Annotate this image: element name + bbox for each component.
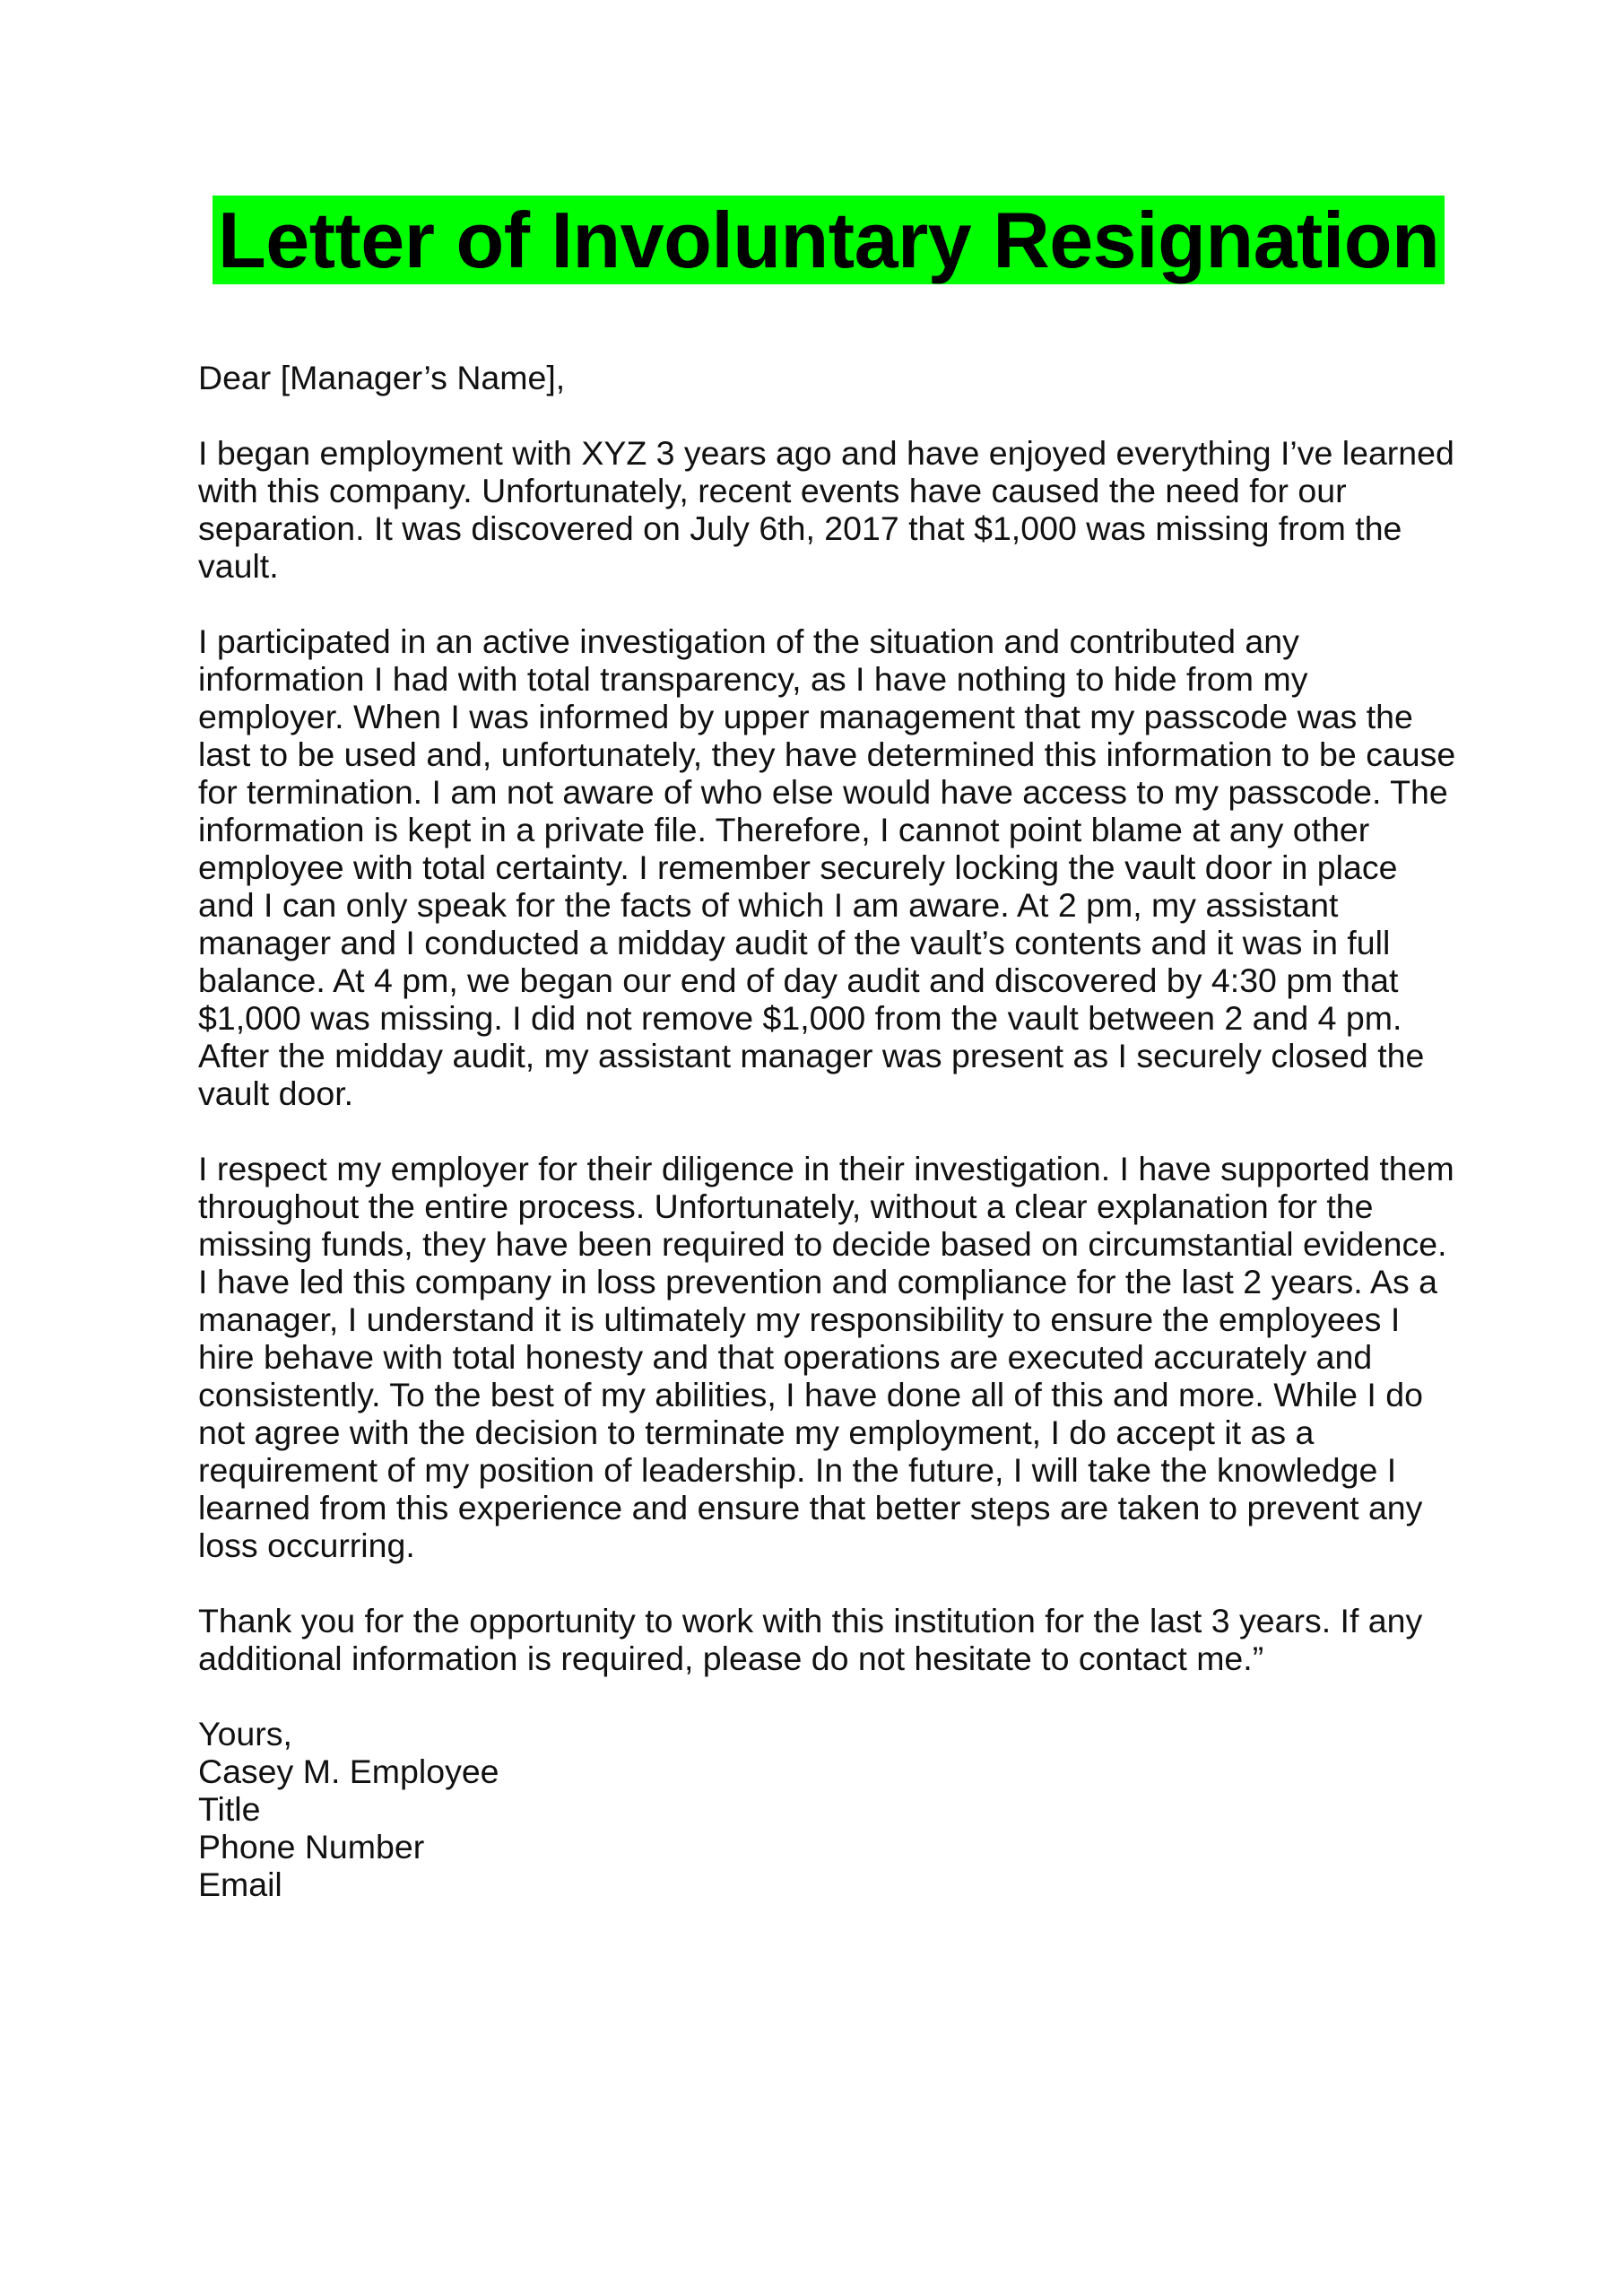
spacer xyxy=(198,1677,1471,1715)
paragraph-line: information I had with total transparency, as I have nothing to hide from my xyxy=(198,660,1308,698)
signature-block xyxy=(198,1715,1471,1903)
paragraph-line: $1,000 was missing. I did not remove $1,000 from the vault between 2 and 4 pm. xyxy=(198,999,1402,1037)
paragraph-line: hire behave with total honesty and that operations are executed accurately and xyxy=(198,1338,1373,1376)
salutation: Dear [Manager’s Name], xyxy=(198,359,566,396)
paragraph-line: last to be used and, unfortunately, they have determined this information to be cause xyxy=(198,735,1456,773)
paragraph-line: and I can only speak for the facts of which I am aware. At 2 pm, my assistant xyxy=(198,886,1339,924)
signer-email: Email xyxy=(198,1866,282,1903)
signer-title: Title xyxy=(198,1790,261,1828)
paragraph-line: for termination. I am not aware of who else would have access to my passcode. The xyxy=(198,773,1448,811)
paragraph-line: manager, I understand it is ultimately my responsibility to ensure the employees I xyxy=(198,1300,1401,1338)
paragraph-line: vault door. xyxy=(198,1074,354,1112)
closing: Yours, xyxy=(198,1715,292,1752)
paragraph-line: manager and I conducted a midday audit of the vault’s contents and it was in full xyxy=(198,924,1391,961)
paragraph-line: with this company. Unfortunately, recent events have caused the need for our xyxy=(198,472,1347,509)
paragraph-line: employee with total certainty. I remember securely locking the vault door in place xyxy=(198,848,1398,886)
paragraph-line: learned from this experience and ensure that better steps are taken to prevent any xyxy=(198,1489,1423,1526)
signer-phone: Phone Number xyxy=(198,1828,425,1866)
spacer xyxy=(198,1112,1471,1150)
paragraph-2 xyxy=(198,622,1471,1112)
paragraph-line: Thank you for the opportunity to work with this institution for the last 3 years. If any xyxy=(198,1602,1423,1639)
paragraph-line: consistently. To the best of my abilities, I have done all of this and more. While I do xyxy=(198,1376,1423,1413)
paragraph-line: I began employment with XYZ 3 years ago and have enjoyed everything I’ve learned xyxy=(198,434,1454,472)
paragraph-line: missing funds, they have been required to decide based on circumstantial evidence. xyxy=(198,1225,1447,1263)
paragraph-line: I have led this company in loss prevention and compliance for the last 2 years. As a xyxy=(198,1263,1438,1300)
paragraph-line: employer. When I was informed by upper management that my passcode was the xyxy=(198,698,1413,735)
paragraph-line: not agree with the decision to terminate my employment, I do accept it as a xyxy=(198,1413,1315,1451)
paragraph-line: I respect my employer for their diligence in their investigation. I have supported them xyxy=(198,1150,1454,1187)
paragraph-line: throughout the entire process. Unfortunately, without a clear explanation for the xyxy=(198,1187,1374,1225)
spacer xyxy=(198,396,1471,434)
paragraph-line: requirement of my position of leadership. In the future, I will take the knowledge I xyxy=(198,1451,1397,1489)
paragraph-line: information is kept in a private file. Therefore, I cannot point blame at any other xyxy=(198,811,1370,848)
paragraph-3 xyxy=(198,1150,1471,1564)
signer-name: Casey M. Employee xyxy=(198,1752,499,1790)
paragraph-line: loss occurring. xyxy=(198,1526,415,1564)
paragraph-line: separation. It was discovered on July 6th, 2017 that $1,000 was missing from the xyxy=(198,509,1402,547)
spacer xyxy=(198,1564,1471,1602)
document-title: Letter of Involuntary Resignation xyxy=(218,196,1440,284)
paragraph-line: I participated in an active investigation of the situation and contributed any xyxy=(198,622,1299,660)
paragraph-line: balance. At 4 pm, we began our end of day audit and discovered by 4:30 pm that xyxy=(198,961,1399,999)
paragraph-line: additional information is required, please do not hesitate to contact me.” xyxy=(198,1639,1264,1677)
letter-body xyxy=(198,359,1471,1903)
paragraph-4 xyxy=(198,1602,1471,1677)
paragraph-line: vault. xyxy=(198,547,279,585)
title-highlight xyxy=(213,196,1445,284)
paragraph-line: After the midday audit, my assistant manager was present as I securely closed the xyxy=(198,1037,1425,1074)
paragraph-1 xyxy=(198,434,1471,585)
spacer xyxy=(198,585,1471,622)
